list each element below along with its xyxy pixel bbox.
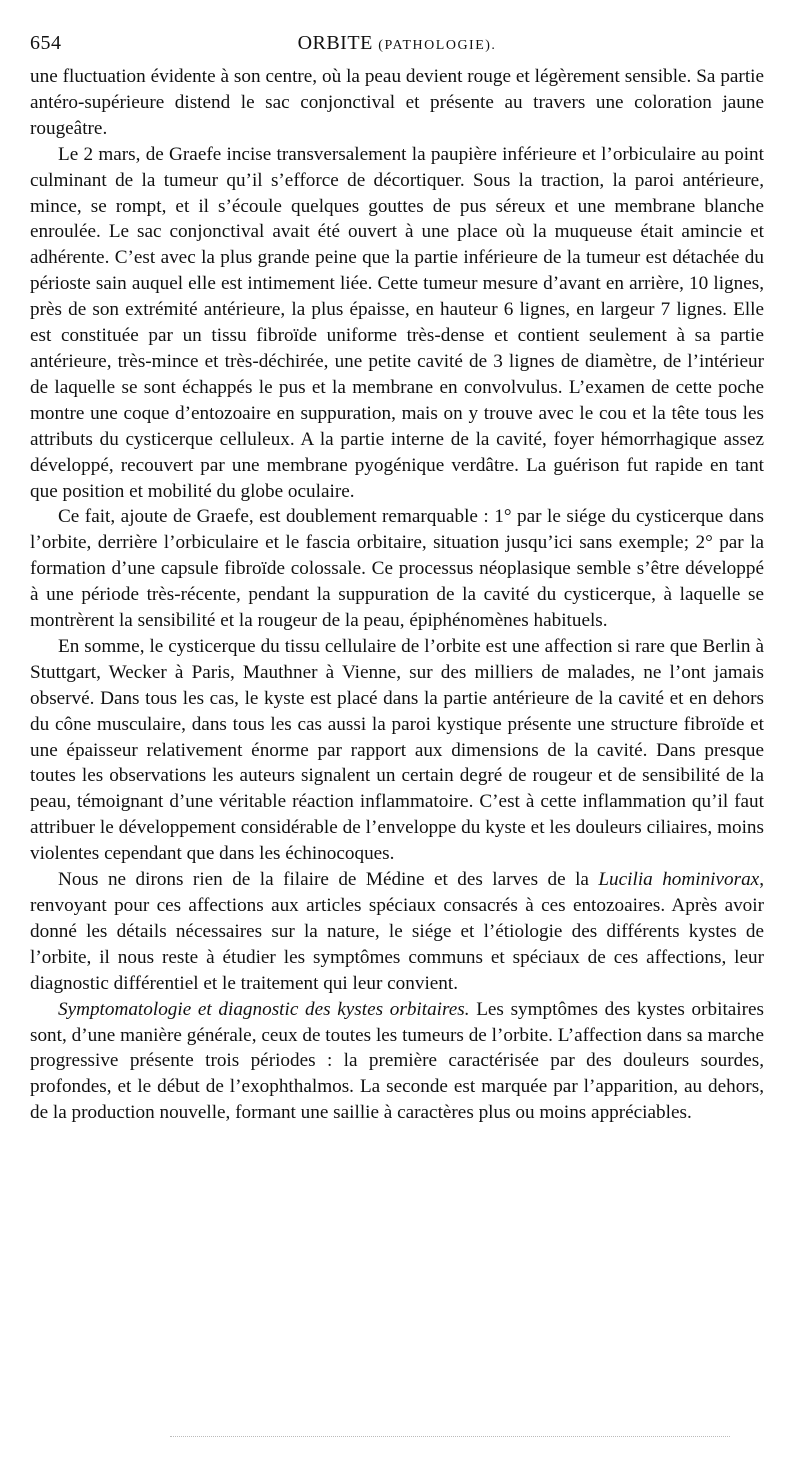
document-page — [30, 28, 764, 1126]
page-number: 654 — [30, 32, 62, 54]
running-title — [30, 28, 764, 61]
paragraph-2: Le 2 mars, de Graefe incise transversalement la paupière inférieure et l’orbiculaire au point culminant de la tumeur qu’il s’efforce de décortiquer. Sous la traction, la paroi antérieure, mince, se rompt, et il s’écoule quelques gouttes de pus séreux et une membrane blanche enroulée. Le sac conjonctival avait été ouvert à une place où la muqueuse était amincie et adhérente. C’est avec la plus grande peine que la partie inférieure de la tumeur est détachée du périoste sain auquel elle est intimement liée. Cette tumeur mesure d’avant en arrière, 10 lignes, près de son extrémité antérieure, la plus épaisse, en hauteur 6 lignes, en largeur 7 lignes. Elle est constituée par un tissu fibroïde uniforme très-dense et contient seulement à sa partie antérieure, très-mince et très-déchirée, une petite cavité de 3 lignes de diamètre, de l’intérieur de laquelle se sont échappés le pus et la membrane en convolvulus. L’examen de cette poche montre une coque d’entozoaire en suppuration, mais on y trouve avec le cou et la tête tous les attributs du cysticerque celluleux. A la partie interne de la cavité, foyer hémorrhagique assez développé, recouvert par une membrane pyogénique verdâtre. La guérison fut rapide en tant que position et mobilité du globe oculaire. — [30, 143, 764, 502]
paragraph-3: Ce fait, ajoute de Graefe, est doublement remarquable : 1° par le siége du cysticerque dans l’orbite, derrière l’orbiculaire et le fascia orbitaire, situation jusqu’ici sans exemple; 2° par la formation d’une capsule fibroïde colossale. Ce processus néoplasique semble s’être développé à une période très-récente, pendant la suppuration de la cavité du cysticerque, à laquelle se montrèrent la sensibilité et la rougeur de la peau, épiphénomènes habituels. — [30, 506, 764, 632]
paragraph-5-text-before: Nous ne dirons rien de la filaire de Médine et des larves de la — [58, 869, 599, 891]
faded-footer-line — [170, 1436, 730, 1439]
body-text — [30, 64, 764, 1126]
running-title-main: ORBITE — [297, 32, 373, 54]
section-heading-symptomatologie: Symptomatologie et diagnostic des kystes orbitaires. — [58, 998, 470, 1020]
paragraph-5-text-after: , renvoyant pour ces affections aux articles spéciaux consacrés à ces entozoaires. Après avoir donné les détails nécessaires sur la nature, le siége et l’étiologie des différents kystes de l’orbite, il nous reste à étudier les symptômes communs et spéciaux de ces affections, leur diagnostic différentiel et le traitement qui leur convient. — [30, 869, 764, 994]
paragraph-5 — [30, 867, 764, 997]
paragraph-5-species-name: Lucilia hominivorax — [598, 869, 760, 891]
page-header — [30, 28, 764, 58]
paragraph-4: En somme, le cysticerque du tissu cellulaire de l’orbite est une affection si rare que Berlin à Stuttgart, Wecker à Paris, Mauthner à Vienne, sur des milliers de malades, ne l’ont jamais observé. Dans tous les cas, le kyste est placé dans la partie antérieure de la cavité et en dehors du cône musculaire, dans tous les cas aussi la paroi kystique présente une structure fibroïde et une épaisseur relativement énorme par rapport aux dimensions de la cavité. Dans presque toutes les observations les auteurs signalent un certain degré de rougeur et de sensibilité de la peau, témoignant d’une véritable réaction inflammatoire. C’est à cette inflammation qu’il faut attribuer le développement considérable de l’enveloppe du kyste et les douleurs ciliaires, moins violentes cependant que dans les échinocoques. — [30, 635, 764, 865]
paragraph-6-text: Les symptômes des kystes orbitaires sont, d’une manière générale, ceux de toutes les tumeurs de l’orbite. L’affection dans sa marche progressive présente trois périodes : la première caractérisée par des douleurs sourdes, profondes, et le début de l’exophthalmos. La seconde est marquée par l’apparition, au dehors, de la production nouvelle, formant une saillie à caractères plus ou moins appréciables. — [30, 998, 764, 1124]
paragraph-1: une fluctuation évidente à son centre, où la peau devient rouge et légèrement sensible. Sa partie antéro-supérieure distend le sac conjonctival et présente au travers une coloration jaune rougeâtre. — [30, 66, 764, 139]
paragraph-6 — [30, 997, 764, 1127]
running-title-subtitle: (PATHOLOGIE). — [378, 38, 497, 53]
